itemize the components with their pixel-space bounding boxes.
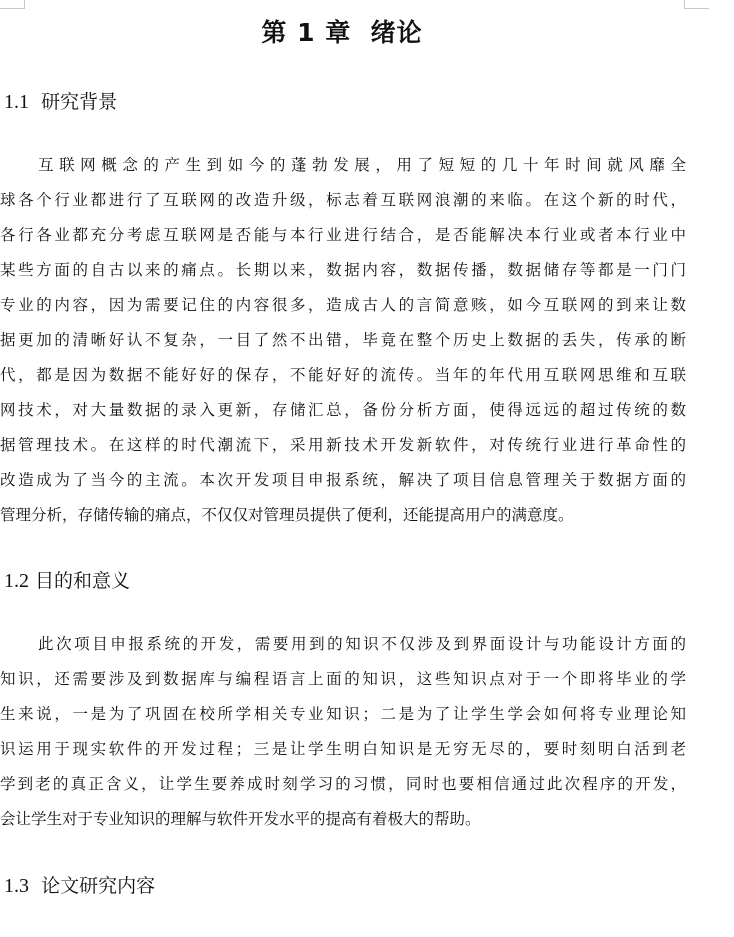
paragraph-line: 此次项目申报系统的开发，需要用到的知识不仅涉及到界面设计与功能设计方面的 [38, 635, 686, 653]
paragraph-line: 球各个行业都进行了互联网的改造升级，标志着互联网浪潮的来临。在这个新的时代， [0, 191, 686, 209]
section-number: 1.1 [4, 91, 29, 113]
paragraph-line: 专业的内容，因为需要记住的内容很多，造成古人的言简意赅，如今互联网的到来让数 [0, 296, 686, 314]
paragraph-line: 据管理技术。在这样的时代潮流下，采用新技术开发新软件，对传统行业进行革命性的 [0, 436, 686, 454]
paragraph-line: 管理分析，存储传输的痛点，不仅仅对管理员提供了便利，还能提高用户的满意度。 [0, 506, 574, 524]
paragraph-line: 某些方面的自古以来的痛点。长期以来，数据内容，数据传播，数据储存等都是一门门 [0, 261, 686, 279]
chapter-title: 第 1 章 绪论 [261, 18, 423, 47]
section-heading-1-2 [4, 568, 130, 594]
page-corner-mark-right [684, 0, 709, 9]
paragraph-line: 生来说，一是为了巩固在校所学相关专业知识；二是为了让学生学会如何将专业理论知 [0, 705, 686, 723]
paragraph-line: 识运用于现实软件的开发过程；三是让学生明白知识是无穷无尽的，要时刻明白活到老 [0, 740, 686, 758]
paragraph-purpose-significance [0, 627, 686, 837]
paragraph-line: 学到老的真正含义，让学生要养成时刻学习的习惯，同时也要相信通过此次程序的开发， [0, 775, 686, 793]
paragraph-line: 改造成为了当今的主流。本次开发项目申报系统，解决了项目信息管理关于数据方面的 [0, 471, 686, 489]
section-heading-1-1 [4, 89, 117, 115]
paragraph-line: 知识，还需要涉及到数据库与编程语言上面的知识，这些知识点对于一个即将毕业的学 [0, 670, 686, 688]
paragraph-line: 互联网概念的产生到如今的蓬勃发展，用了短短的几十年时间就风靡全 [38, 156, 686, 174]
paragraph-line: 各行各业都充分考虑互联网是否能与本行业进行结合，是否能解决本行业或者本行业中 [0, 226, 686, 244]
paragraph-line: 会让学生对于专业知识的理解与软件开发水平的提高有着极大的帮助。 [0, 810, 481, 828]
section-number: 1.3 [4, 875, 29, 897]
section-number: 1.2 [4, 570, 29, 592]
paragraph-line: 网技术，对大量数据的录入更新，存储汇总，备份分析方面，使得远远的超过传统的数 [0, 401, 686, 419]
section-title: 目的和意义 [35, 570, 131, 592]
paragraph-research-background [0, 148, 686, 533]
paragraph-line: 据更加的清晰好认不复杂，一目了然不出错，毕竟在整个历史上数据的丢失，传承的断 [0, 331, 686, 349]
section-title: 论文研究内容 [41, 875, 156, 897]
paragraph-line: 代，都是因为数据不能好好的保存，不能好好的流传。当年的年代用互联网思维和互联 [0, 366, 686, 384]
section-heading-1-3 [4, 873, 155, 899]
page-corner-mark-left [0, 0, 25, 9]
section-title: 研究背景 [41, 91, 118, 113]
